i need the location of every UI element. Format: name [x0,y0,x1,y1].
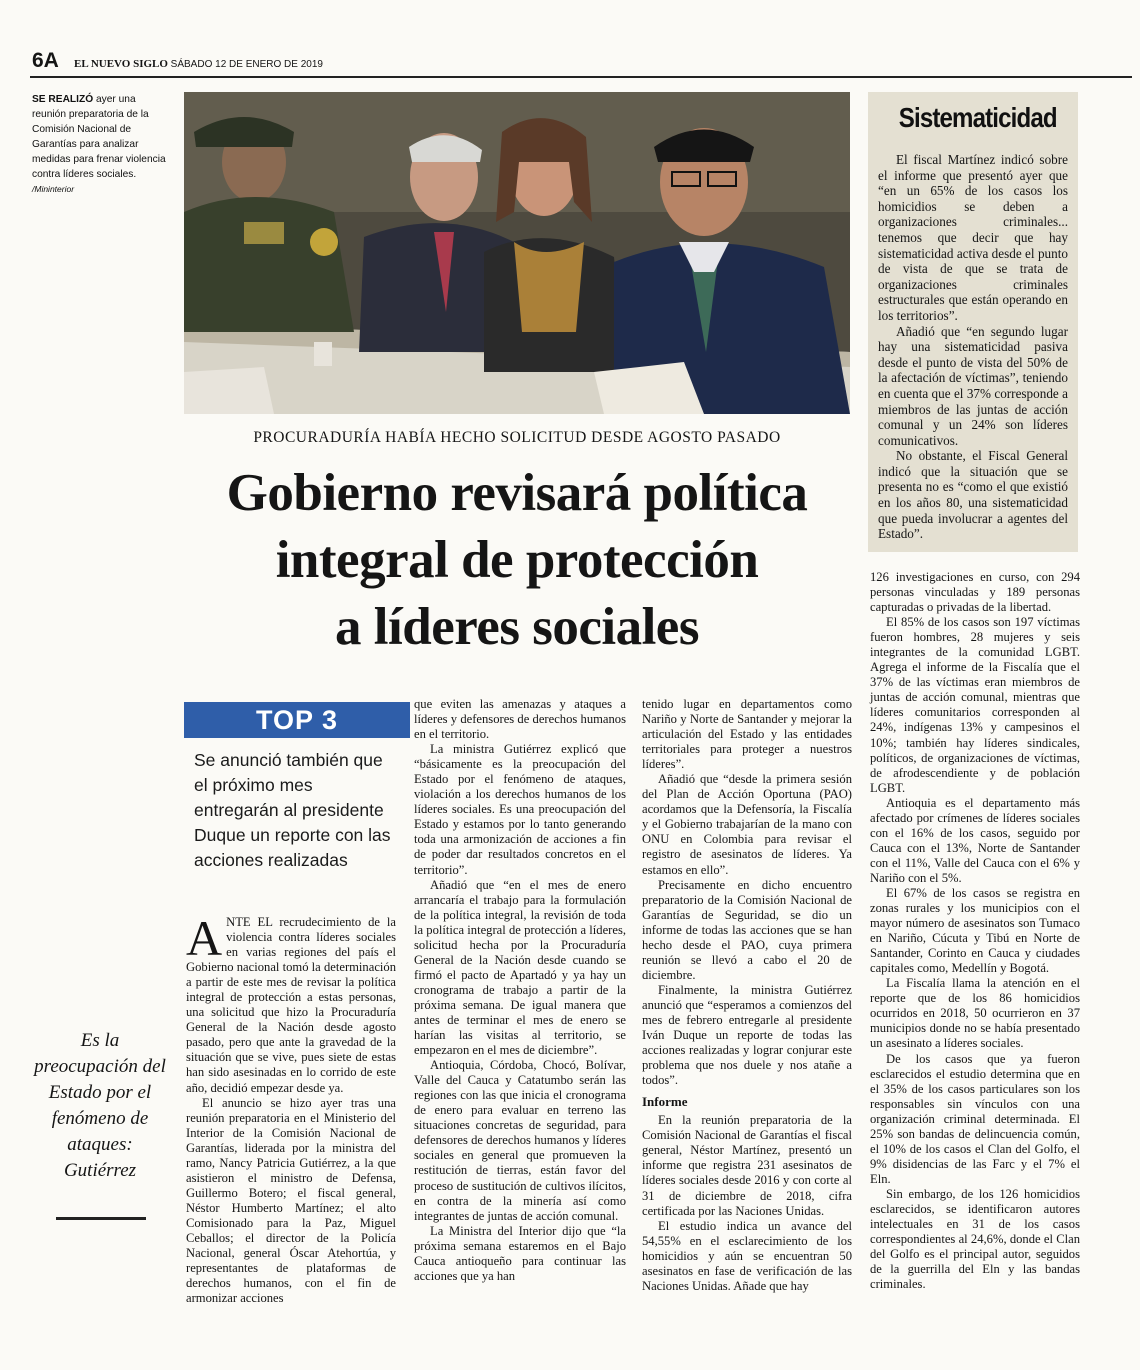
article-paragraph [186,910,396,1096]
pull-quote-rule [56,1217,146,1220]
article-paragraph: Añadió que “desde la primera sesión del Plan de Acción Oportuna (PAO) acordamos que la Defensoría, la Fiscalía y el Gobierno trabajarían de la mano con ONU en Colombia para revisar el registro de asesinatos de líderes. Ya estamos en ello”. [642,772,852,877]
headline-line: a líderes sociales [335,598,699,656]
masthead [74,58,323,71]
article-paragraph: 126 investigaciones en curso, con 294 personas vinculadas y 189 personas capturadas o privadas de la libertad. [870,570,1080,615]
photo-caption [32,92,172,197]
sidebar-body [878,152,1068,542]
page-header [32,50,1132,74]
article-paragraph: que eviten las amenazas y ataques a líderes y defensores de derechos humanos en el territorio. [414,697,626,742]
article-paragraph: Añadió que “en el mes de enero arrancaría el trabajo para la formulación de la política integral, la revisión de toda la política integral de protección a líderes, solicitud hecha por la Procuraduría General de la Nación desde cuando se firmó el pacto de Apartadó y ya hay un cronograma de trabajo a partir de la próxima semana. De igual manera que antes de terminar el mes de enero se harían las visitas al territorio, se empezaron en el mes de diciembre”. [414,877,626,1058]
caption-text: ayer una reunión preparatoria de la Comisión Nacional de Garantías para analizar medidas para frenar violencia contra líderes sociales. [32,94,166,180]
meeting-photo-illustration [184,92,850,414]
top3-summary: Se anunció también que el próximo mes entregarán al presidente Duque un reporte con las acciones realizadas [194,750,391,870]
newspaper-name: EL NUEVO SIGLO [74,58,168,70]
article-paragraph: Precisamente en dicho encuentro preparatorio de la Comisión Nacional de Garantías de Seguridad, se dio un informe de todas las acciones que se han hecho desde el PAO, cuya primera reunión se llevó a cabo el 20 de diciembre. [642,877,852,982]
headline-line: Gobierno revisará política [226,464,808,522]
sidebar-title: Sistematicidad [898,102,1057,133]
article-paragraph: Antioquia es el departamento más afectado por crímenes de líderes sociales con el 16% de los casos, seguido por Cauca con el 13%, Norte de Santander con el 11%, Valle del Cauca con el 6% y Nariño con el 5%. [870,795,1080,885]
caption-credit: /Mininterior [32,184,75,194]
headline [184,460,850,661]
article-paragraph: El 67% de los casos se registra en zonas rurales y los municipios con el mayor número de asesinatos son Tumaco en Nariño, Cúcuta y Tibú en Norte de Santander, Corinto en Cauca y ciudades capitales como, Medellín y Bogotá. [870,885,1080,976]
article-subhead: Informe [642,1094,688,1110]
top3-banner: TOP 3 [184,702,410,738]
article-lead-text: NTE EL recrudecimiento de la violencia contra líderes sociales en varias regiones del país el Gobierno nacional tomó la determinación a partir de este mes de revisar la política integral de protección a estas personas, una solicitud que hizo la Procuraduría General de la Nación desde agosto pasado, pero que ante la gravedad de la situación que se vive, pues siete de estas han sido asesinadas en lo corrido de este año, decidió empezar desde ya. [186,915,396,1095]
article-column-3 [642,697,852,1294]
article-column-4 [870,570,1080,1292]
article-paragraph: Sin embargo, de los 126 homicidios esclarecidos, se identificaron autores intelectuales en 31 de los casos correspondientes al 24,6%, donde el Clan del Golfo es el principal autor, seguidos de la guerrilla del Eln y las bandas criminales. [870,1186,1080,1292]
issue-date: SÁBADO 12 DE ENERO DE 2019 [170,59,323,70]
sidebar-paragraph: El fiscal Martínez indicó sobre el informe que presentó ayer que “en un 65% de los casos los homicidios se deben a organizaciones criminales... tenemos que decir que hay sistematicidad activa desde el punto de vista de que se trata de organizaciones criminales estructurales que están operando en los territorios”. [878,152,1068,323]
headline-line: integral de protección [275,531,759,589]
article-paragraph: El 85% de los casos son 197 víctimas fueron hombres, 28 mujeres y seis integrantes de la comunidad LGBT. Agrega el informe de la Fiscalía que el 37% de las víctimas eran miembros de juntas de acción comunal, mientras que líderes comunitarios corresponden al 24%, indígenas 13% y campesinos el 10%; también hay líderes sindicales, políticos, de organizaciones de víctimas, de afrodescendiente y de población LGBT. [870,615,1080,795]
header-rule [30,76,1132,78]
caption-lead: SE REALIZÓ [32,94,94,105]
article-paragraph: Finalmente, la ministra Gutiérrez anunció que “esperamos a comienzos del mes de febrero entregarle al presidente Iván Duque un reporte de todas las acciones realizadas y lograr conjurar este problema que nos duele y nos atañe a todos”. [642,982,852,1088]
article-paragraph: El anuncio se hizo ayer tras una reunión preparatoria en el Ministerio del Interior de la Comisión Nacional de Garantías, liderada por la ministra del ramo, Nancy Patricia Gutiérrez, a la que asistieron el ministro de Defensa, Guillermo Botero; el fiscal general, Néstor Humberto Martínez; el alto Comisionado para la Paz, Miguel Ceballos; el director de la Policía Nacional, general Óscar Atehortúa, y representantes de plataformas de derechos humanos, con el fin de armonizar acciones [186,1095,396,1306]
dropcap: A [186,910,223,966]
article-column-1 [186,910,396,1306]
article-paragraph: Antioquia, Córdoba, Chocó, Bolívar, Valle del Cauca y Catatumbo serán las regiones con las que inicia el cronograma de enero para evaluar en terreno las situaciones concretas de seguridad, para defensores de derechos humanos y líderes sociales en general que promueven la restitución de tierras, están favor del proceso de sustitución de cultivos ilícitos, en contra de la minería así como integrantes de juntas de acción comunal. [414,1058,626,1223]
sidebar-box [868,92,1078,552]
pull-quote: Es la preocupación del Estado por el fenómeno de ataques: Gutiérrez [34,1030,166,1181]
article-paragraph: tenido lugar en departamentos como Nariño y Norte de Santander y mejorar la articulación del Estado y las entidades territoriales para proteger a nuestros líderes”. [642,697,852,772]
page-number: 6A [32,49,59,72]
kicker: PROCURADURÍA HABÍA HECHO SOLICITUD DESDE AGOSTO PASADO [253,429,781,446]
article-paragraph: En la reunión preparatoria de la Comisión Nacional de Garantías el fiscal general, Néstor Martínez, presentó un informe que registra 231 asesinatos de líderes sociales desde 2016 y con corte al 31 de diciembre de 2018, cifra certificada por las Naciones Unidas. [642,1113,852,1218]
sidebar-paragraph: No obstante, el Fiscal General indicó que la situación que se presenta no es “como el que existió en los años 80, una sistematicidad que pueda involucrar a agentes del Estado”. [878,448,1068,542]
meeting-photo [184,92,850,414]
article-paragraph: La Fiscalía llama la atención en el reporte que de los 86 homicidios ocurridos en 2018, 50 ocurrieron en 37 municipios donde no se había presentado un asesinato a líderes sociales. [870,976,1080,1051]
sidebar-paragraph: Añadió que “en segundo lugar hay una sistematicidad pasiva desde el punto de vista del 50% de la afectación de víctimas”, teniendo en cuenta que el 37% corresponde a miembros de las juntas de acción comunal y un 24% son líderes comunicativos. [878,323,1068,448]
article-paragraph: La ministra Gutiérrez explicó que “básicamente es la preocupación del Estado por el fenómeno de ataques, violación a los derechos humanos de los líderes sociales. Es una preocupación del Estado y estamos por lo tanto generando toda una armonización de acciones a fin de poder dar resultados concretos en el territorio”. [414,742,626,877]
article-paragraph: La Ministra del Interior dijo que “la próxima semana estaremos en el Bajo Cauca antioqueño para continuar las acciones que ya han [414,1223,626,1283]
article-paragraph: De los casos que ya fueron esclarecidos el estudio determina que en el 35% de los casos particulares son los responsables sin vínculos con una organización criminal determinada. El 25% son bandas de delincuencia común, el 10% de los casos el Clan del Golfo, el 9% disidencias de las Farc y el 7% el Eln. [870,1051,1080,1186]
article-paragraph: El estudio indica un avance del 54,55% en el esclarecimiento de los homicidios y aún se encuentran 50 asesinatos en fase de verificación de las Naciones Unidas. Añade que hay [642,1218,852,1293]
article-column-2 [414,697,626,1284]
